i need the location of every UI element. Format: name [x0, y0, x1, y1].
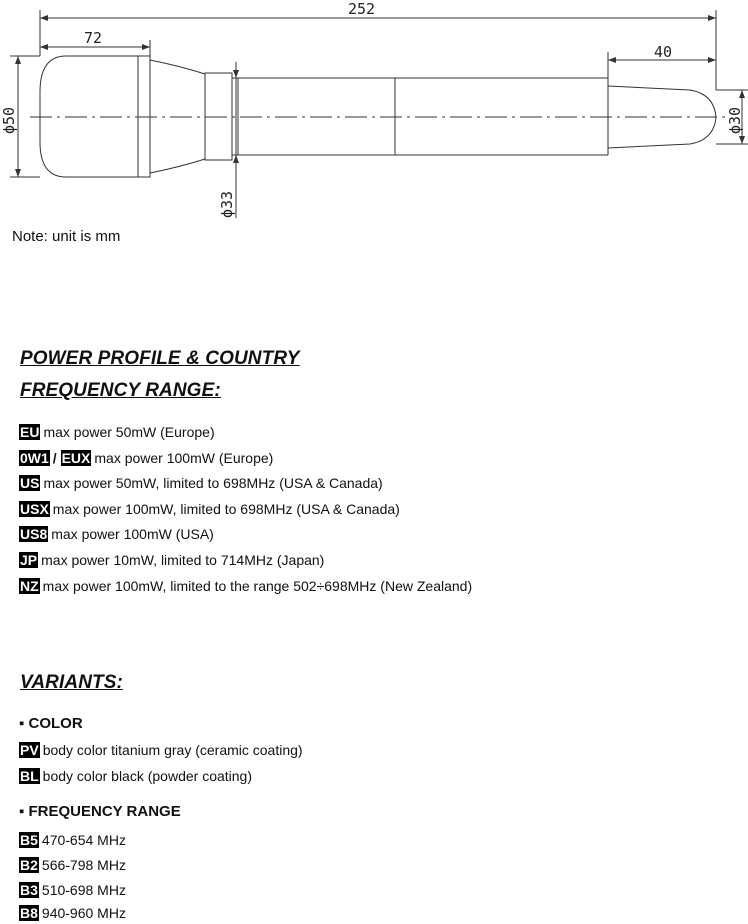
list-item: B3 510-698 MHz [20, 882, 126, 898]
code-badge: EUX [61, 450, 91, 466]
microphone-dimension-drawing [0, 0, 748, 222]
list-item: JP max power 10mW, limited to 714MHz (Japan) [20, 552, 325, 568]
code-badge: B5 [20, 832, 38, 848]
unit-note: Note: unit is mm [12, 228, 121, 245]
code-badge: US [20, 475, 40, 491]
code-badge: BL [20, 768, 39, 784]
dia-body-label: ϕ33 [218, 190, 236, 218]
code-badge: NZ [20, 578, 39, 594]
code-badge: B8 [20, 905, 38, 921]
list-item: NZ max power 100mW, limited to the range 502÷698MHz (New Zealand) [20, 578, 473, 594]
power-heading-line1: POWER PROFILE & COUNTRY [20, 348, 300, 369]
dim-total-label: 252 [348, 0, 376, 18]
list-item: US max power 50mW, limited to 698MHz (USA & Canada) [20, 475, 383, 491]
code-badge: JP [20, 552, 38, 568]
code-badge: USX [20, 501, 49, 517]
code-badge: B3 [20, 882, 38, 898]
dim-tail-label: 40 [654, 43, 673, 61]
list-item: 0W1 / EUX max power 100mW (Europe) [20, 450, 274, 466]
frequency-subheading: ▪ FREQUENCY RANGE [19, 803, 181, 820]
color-subheading: ▪ COLOR [19, 715, 83, 732]
dim-head-label: 72 [84, 29, 103, 47]
code-badge: B2 [20, 857, 38, 873]
list-item: US8 max power 100mW (USA) [20, 526, 214, 542]
variants-heading: VARIANTS: [20, 672, 123, 693]
list-item: B8 940-960 MHz [20, 905, 126, 921]
list-item: EU max power 50mW (Europe) [20, 424, 215, 440]
list-item: B2 566-798 MHz [20, 857, 126, 873]
list-item: USX max power 100mW, limited to 698MHz (USA & Canada) [20, 501, 400, 517]
code-badge: 0W1 [20, 450, 49, 466]
dia-tail-label: ϕ30 [726, 106, 744, 134]
list-item: BL body color black (powder coating) [20, 768, 253, 784]
list-item: B5 470-654 MHz [20, 832, 126, 848]
code-badge: US8 [20, 526, 48, 542]
code-badge: EU [20, 424, 40, 440]
code-badge: PV [20, 742, 39, 758]
list-item: PV body color titanium gray (ceramic coating) [20, 742, 303, 758]
dia-head-label: ϕ50 [0, 106, 18, 134]
power-heading-line2: FREQUENCY RANGE: [20, 380, 221, 401]
